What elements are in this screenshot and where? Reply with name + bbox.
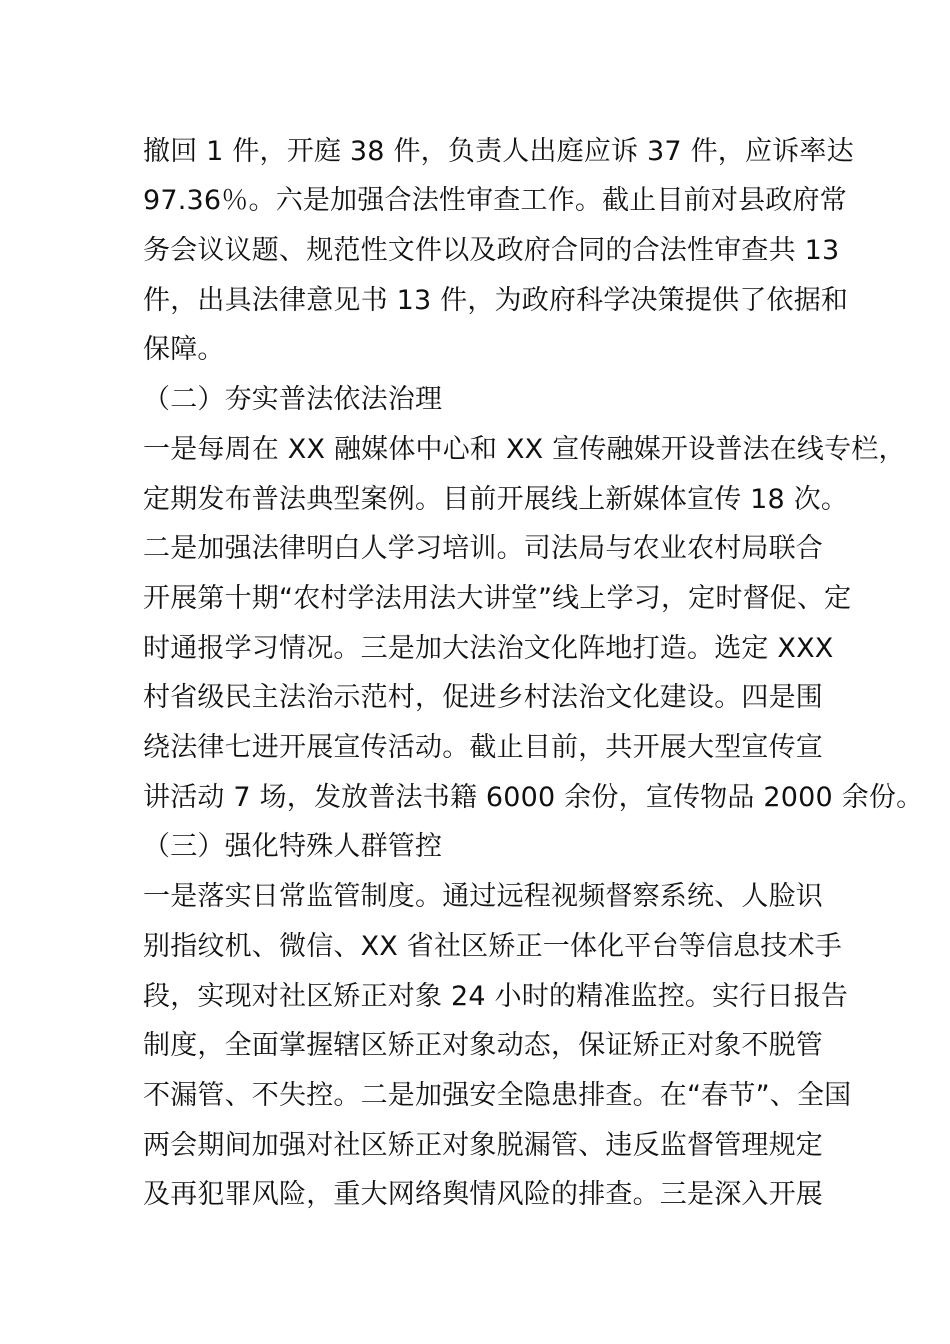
text-line: 制度，全面掌握辖区矫正对象动态，保证矫正对象不脱管: [143, 1030, 823, 1061]
text-line: 一是每周在 XX 融媒体中心和 XX 宣传融媒开设普法在线专栏，: [143, 434, 906, 465]
text-line: 97.36％。六是加强合法性审查工作。截止目前对县政府常: [143, 185, 847, 216]
section-heading: （三）强化特殊人群管控: [143, 831, 443, 862]
text-line: 开展第十期“农村学法用法大讲堂”线上学习，定时督促、定: [143, 583, 852, 614]
text-line: 务会议议题、规范性文件以及政府合同的合法性审查共 13: [143, 235, 840, 266]
text-line: 时通报学习情况。三是加大法治文化阵地打造。选定 XXX: [143, 633, 834, 664]
text-line: 及再犯罪风险，重大网络舆情风险的排查。三是深入开展: [143, 1179, 823, 1210]
text-line: 绕法律七进开展宣传活动。截止目前，共开展大型宣传宣: [143, 732, 823, 763]
text-line: 保障。: [143, 334, 225, 365]
section-heading: （二）夯实普法依法治理: [143, 384, 443, 415]
text-line: 一是落实日常监管制度。通过远程视频督察系统、人脸识: [143, 881, 823, 912]
text-line: 撤回 1 件，开庭 38 件，负责人出庭应诉 37 件，应诉率达: [143, 136, 854, 167]
text-line: 别指纹机、微信、XX 省社区矫正一体化平台等信息技术手: [143, 931, 842, 962]
text-line: 段，实现对社区矫正对象 24 小时的精准监控。实行日报告: [143, 981, 849, 1012]
text-line: 不漏管、不失控。二是加强安全隐患排查。在“春节”、全国: [143, 1080, 852, 1111]
text-line: 件，出具法律意见书 13 件，为政府科学决策提供了依据和: [143, 285, 849, 316]
text-line: 二是加强法律明白人学习培训。司法局与农业农村局联合: [143, 533, 823, 564]
text-line: 讲活动 7 场，发放普法书籍 6000 余份，宣传物品 2000 余份。: [143, 782, 924, 813]
text-line: 村省级民主法治示范村，促进乡村法治文化建设。四是围: [143, 682, 823, 713]
text-line: 两会期间加强对社区矫正对象脱漏管、违反监督管理规定: [143, 1130, 823, 1161]
text-line: 定期发布普法典型案例。目前开展线上新媒体宣传 18 次。: [143, 484, 849, 515]
